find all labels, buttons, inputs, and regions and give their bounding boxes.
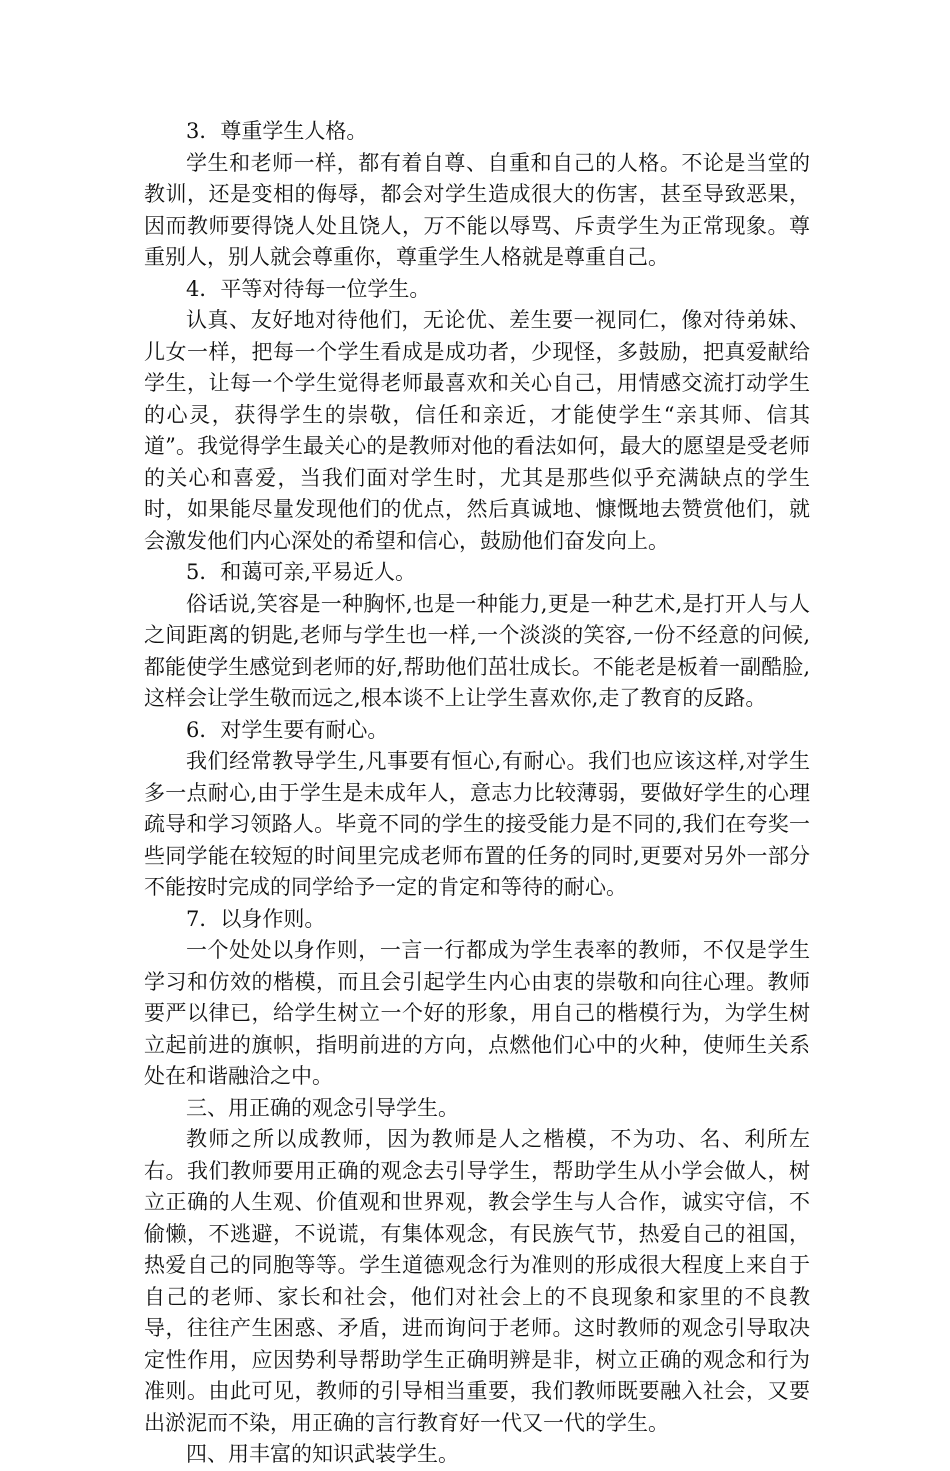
paragraph-patience: 我们经常教导学生,凡事要有恒心,有耐心。我们也应该这样,对学生多一点耐心,由于学生是未成年人，意志力比较薄弱，要做好学生的心理疏导和学习领路人。毕竟不同的学生的接受能力是不同的,我们在夸奖一些同学能在较短的时间里完成老师布置的任务的同时,更要对另外一部分不能按时完成的同学给予一定的肯定和等待的耐心。 — [144, 749, 810, 899]
heading-respect-personality: 3．尊重学生人格。 — [186, 119, 368, 143]
heading-approachable: 5．和蔼可亲,平易近人。 — [186, 560, 417, 584]
heading-equal-treatment: 4．平等对待每一位学生。 — [186, 276, 431, 301]
paragraph-lead-by-example: 一个处处以身作则，一言一行都成为学生表率的教师，不仅是学生学习和仿效的楷模，而且会引起学生内心由衷的崇敬和向往心理。教师要严以律已，给学生树立一个好的形象，用自己的楷模行为，为学生树立起前进的旗帜，指明前进的方向，点燃他们心中的火种，使师生关系处在和谐融洽之中。 — [144, 938, 810, 1088]
document-page — [144, 116, 810, 1471]
section-heading-rich-knowledge: 四、用丰富的知识武装学生。 — [186, 1442, 459, 1466]
heading-patience: 6．对学生要有耐心。 — [186, 717, 389, 742]
section-heading-correct-concepts: 三、用正确的观念引导学生。 — [186, 1095, 459, 1120]
paragraph-respect-personality: 学生和老师一样，都有着自尊、自重和自己的人格。不论是当堂的教训，还是变相的侮辱，都会对学生造成很大的伤害，甚至导致恶果，因而教师要得饶人处且饶人，万不能以辱骂、斥责学生为正常现象。尊重别人，别人就会尊重你，尊重学生人格就是尊重自己。 — [144, 150, 810, 269]
paragraph-approachable: 俗话说,笑容是一种胸怀,也是一种能力,更是一种艺术,是打开人与人之间距离的钥匙,老师与学生也一样,一个淡淡的笑容,一份不经意的问候,都能使学生感觉到老师的好,帮助他们茁壮成长。不能老是板着一副酷脸,这样会让学生敬而远之,根本谈不上让学生喜欢你,走了教育的反路。 — [144, 591, 810, 710]
heading-lead-by-example: 7．以身作则。 — [186, 906, 326, 931]
paragraph-equal-treatment: 认真、友好地对待他们，无论优、差生要一视同仁，像对待弟妹、儿女一样，把每一个学生看成是成功者，少现怪，多鼓励，把真爱献给学生，让每一个学生觉得老师最喜欢和关心自己，用情感交流打动学生的心灵，获得学生的崇敬，信任和亲近，才能使学生“亲其师、信其道”。我觉得学生最关心的是教师对他的看法如何，最大的愿望是受老师的关心和喜爱，当我们面对学生时，尤其是那些似乎充满缺点的学生时，如果能尽量发现他们的优点，然后真诚地、慷慨地去赞赏他们，就会激发他们内心深处的希望和信心，鼓励他们奋发向上。 — [144, 308, 810, 553]
paragraph-correct-concepts: 教师之所以成教师，因为教师是人之楷模，不为功、名、利所左右。我们教师要用正确的观念去引导学生，帮助学生从小学会做人，树立正确的人生观、价值观和世界观，教会学生与人合作，诚实守信，不偷懒，不逃避，不说谎，有集体观念，有民族气节，热爱自己的祖国，热爱自己的同胞等等。学生道德观念行为准则的形成很大程度上来自于自己的老师、家长和社会，他们对社会上的不良现象和家里的不良教导，往往产生困惑、矛盾，进而询问于老师。这时教师的观念引导取决定性作用，应因势利导帮助学生正确明辨是非，树立正确的观念和行为准则。由此可见，教师的引导相当重要，我们教师既要融入社会，又要出淤泥而不染，用正确的言行教育好一代又一代的学生。 — [144, 1127, 810, 1435]
